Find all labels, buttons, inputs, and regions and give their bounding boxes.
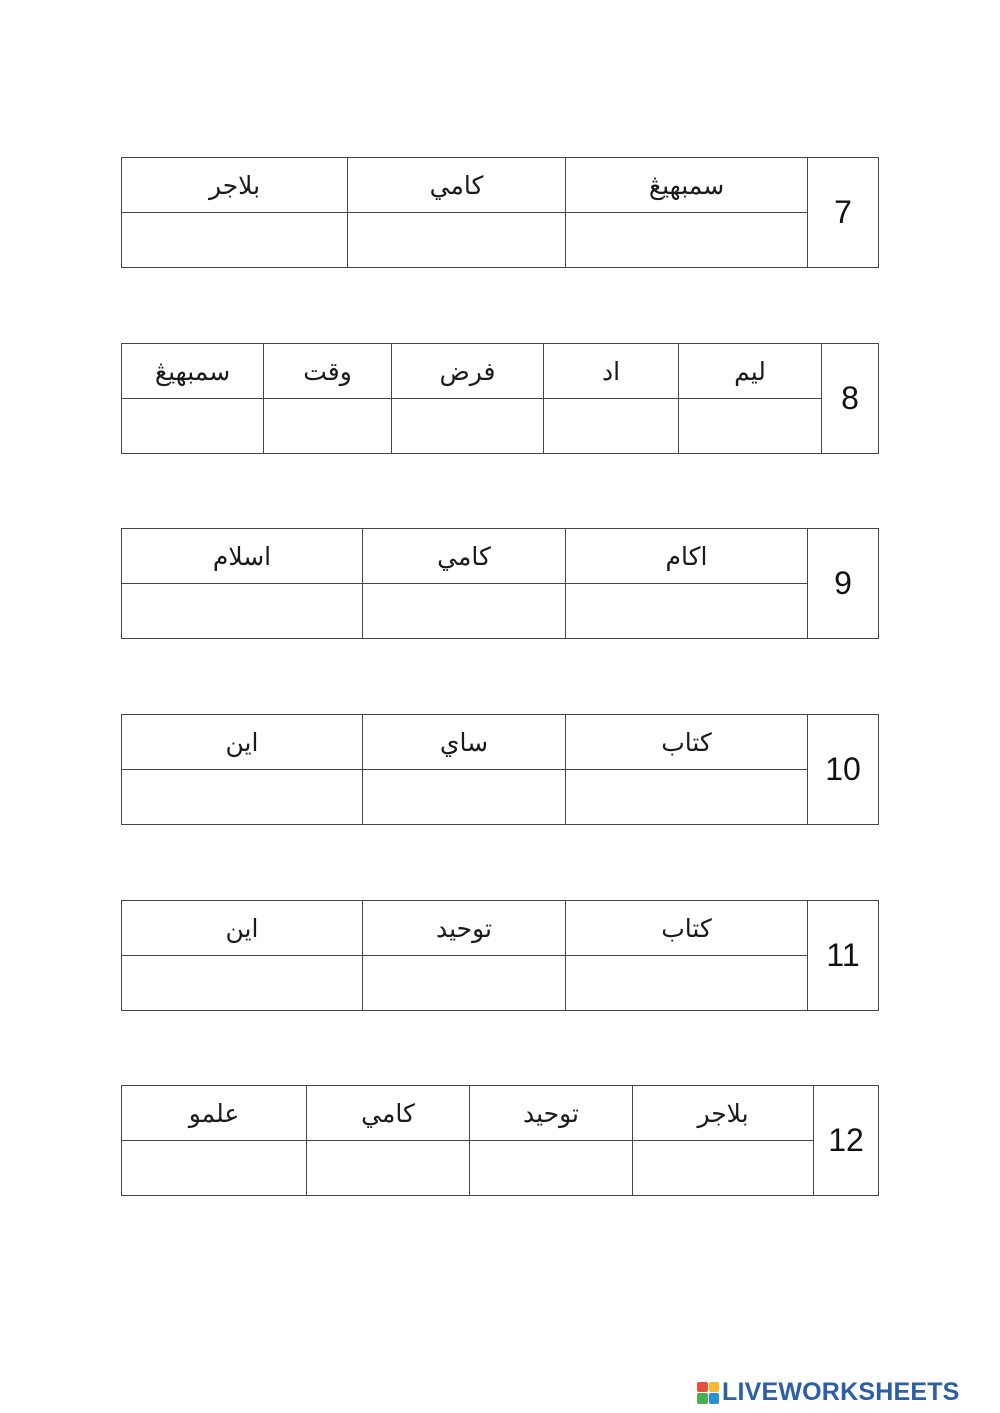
question-table-7 — [121, 157, 879, 268]
word-cell: بلاجر — [122, 158, 348, 213]
brand-name: LIVEWORKSHEETS — [722, 1378, 960, 1406]
question-table-8 — [121, 343, 879, 454]
word-cell: اين — [122, 901, 363, 956]
word-cell: توحيد — [363, 901, 566, 956]
word-cell: كامي — [348, 158, 566, 213]
word-cell: ساي — [363, 715, 566, 770]
question-number: 7 — [808, 158, 879, 268]
answer-box[interactable] — [633, 1141, 814, 1196]
word-cell: سمبهيڠ — [566, 158, 808, 213]
question-table-10 — [121, 714, 879, 825]
word-cell: كامي — [307, 1086, 470, 1141]
word-cell: فرض — [392, 344, 544, 399]
answer-box[interactable] — [544, 399, 679, 454]
question-number: 11 — [808, 901, 879, 1011]
answer-box[interactable] — [307, 1141, 470, 1196]
word-cell: بلاجر — [633, 1086, 814, 1141]
answer-box[interactable] — [392, 399, 544, 454]
word-cell: كتاب — [566, 901, 808, 956]
question-table-12 — [121, 1085, 879, 1196]
answer-box[interactable] — [122, 584, 363, 639]
answer-box[interactable] — [470, 1141, 633, 1196]
logo-square-icon — [697, 1393, 708, 1404]
answer-box[interactable] — [363, 770, 566, 825]
word-cell: اد — [544, 344, 679, 399]
word-cell: اين — [122, 715, 363, 770]
liveworksheets-logo — [697, 1378, 960, 1407]
word-cell: اکام — [566, 529, 808, 584]
answer-box[interactable] — [566, 770, 808, 825]
answer-box[interactable] — [348, 213, 566, 268]
logo-square-icon — [697, 1382, 708, 1393]
answer-box[interactable] — [679, 399, 822, 454]
word-cell: علمو — [122, 1086, 307, 1141]
word-cell: سمبهيڠ — [122, 344, 264, 399]
question-table-11 — [121, 900, 879, 1011]
answer-box[interactable] — [566, 213, 808, 268]
answer-box[interactable] — [122, 770, 363, 825]
answer-box[interactable] — [122, 956, 363, 1011]
word-cell: كامي — [363, 529, 566, 584]
logo-square-icon — [709, 1393, 720, 1404]
answer-box[interactable] — [122, 399, 264, 454]
liveworksheets-logo-icon — [697, 1382, 719, 1404]
word-cell: توحيد — [470, 1086, 633, 1141]
answer-box[interactable] — [363, 956, 566, 1011]
answer-box[interactable] — [566, 584, 808, 639]
question-number: 9 — [808, 529, 879, 639]
word-cell: كتاب — [566, 715, 808, 770]
word-cell: اسلام — [122, 529, 363, 584]
answer-box[interactable] — [566, 956, 808, 1011]
word-cell: وقت — [264, 344, 392, 399]
word-cell: ليم — [679, 344, 822, 399]
question-number: 12 — [814, 1086, 879, 1196]
question-number: 8 — [822, 344, 879, 454]
answer-box[interactable] — [122, 1141, 307, 1196]
answer-box[interactable] — [122, 213, 348, 268]
question-table-9 — [121, 528, 879, 639]
question-number: 10 — [808, 715, 879, 825]
answer-box[interactable] — [363, 584, 566, 639]
logo-square-icon — [709, 1382, 720, 1393]
answer-box[interactable] — [264, 399, 392, 454]
